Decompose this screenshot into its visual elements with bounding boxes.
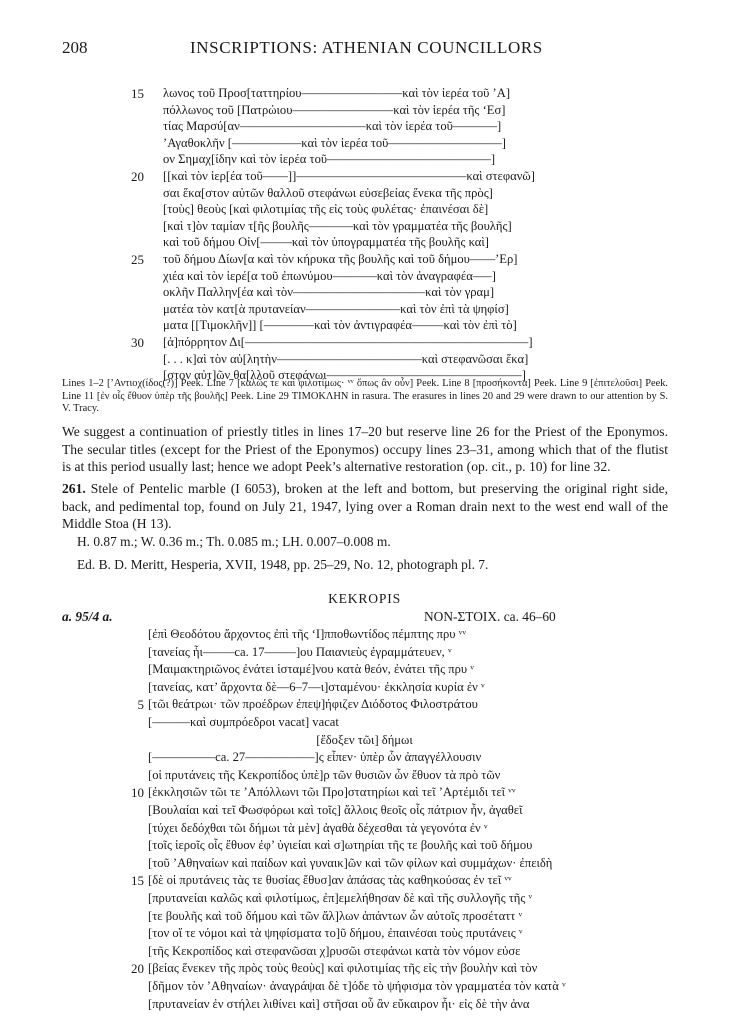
inscription-line: [Μαιμακτηριῶνος ἐνάτει ἱσταμέ]νου κατὰ θεόν, ἐνάτει τῆς πρυ ᵛ [148,662,474,677]
tribe-heading: KEKROPIS [328,591,401,606]
inscription-line: [καὶ τ]ὸν ταμίαν τ[ῆς βουλῆς–––––––καὶ τὸν γραμματέα τῆς βουλῆς] [163,218,512,233]
inscription-line: χιέα καὶ τὸν ἱερέ[α τοῦ ἐπωνύμου–––––––καὶ τὸν ἀναγραφέα–––] [163,268,496,283]
inscription-line: [[καὶ τὸν ἱερ[έα τοῦ––––]]–––––––––––––––––––––––––––καὶ στεφανῶ] [163,169,535,183]
inscription-line: πόλλωνος τοῦ [Πατρώιου––––––––––––––––καὶ τὸν ἱερέα τῆς ‘Εσ] [163,102,506,117]
inscription-line: [τοῖς ἱεροῖς οἷς ἔθυον ἐφ’ ὑγιείαι καὶ σ]ωτηρίαι τῆς τε βουλῆς καὶ τοῦ δήμου [148,838,533,853]
inscription-line: [στον αὐτ]ῶν θα[λλοῦ στεφάνωι–––––––––––––––––––––––––––––––] [163,368,526,383]
line-number: 25 [131,252,144,267]
critical-apparatus: Lines 1–2 [’Αντιοχ(ίδος(?)] Peek. Line 7 [καλῶς τε καὶ φιλοτίμως· ᵛᵛ ὅπως ἂν οὖν] Peek. Line 8 [προσήκοντα] Peek. Line 9 [ἐπιτελοῦσι] Peek. Line 11 [ἐν οἷς ἔθυον ὑπὲρ τῆς βουλῆς] Peek. Line 29 ΤΙΜΟΚΛΗΝ in rasura. The erasures in lines 20 and 29 were drawn to our attention by S. V. Tracy. [62,378,668,415]
page-header [62,38,672,64]
inscription-line: [πρυτανείαν ἐν στήλει λιθίνει καὶ] στῆσαι οὗ ἂν εὔκαιρον ἦι· εἰς δὲ τὴν ἀνα [148,996,530,1011]
inscription-line: [––––––––––ca. 27–––––––––––]ς εἶπεν· ὑπὲρ ὧν ἀπαγγέλλουσιν [148,750,482,765]
inscription-line: σαι ἕκα[στον αὐτῶν θαλλοῦ στεφάνωι εὐσεβείας ἕνεκα τῆς πρὸς] [163,185,493,200]
line-number: 20 [131,961,144,977]
inscription-line: [δὲ οἱ πρυτάνεις τὰς τε θυσίας ἔθυσ]αν ἁπάσας τὰς καθηκούσας ἐν τεῖ ᵛᵛ [148,873,512,888]
inscription-line: ματα [[Τιμοκλῆν]] [––––––––καὶ τὸν ἀντιγραφέα–––––καὶ τὸν ἐπὶ τὸ] [163,318,517,333]
line-number: 30 [131,335,144,350]
line-number: 15 [131,86,144,101]
inscription-line: [ἐπὶ Θεοδότου ἄρχοντος ἐπὶ τῆς ‘Ι]πποθωντίδος πέμπτης πρυ ᵛᵛ [148,627,467,641]
inscription-line: [τανείας, κατ’ ἄρχοντα δὲ––6–7––ι]σταμένου· ἐκκλησία κυρία ἐν ᵛ [148,679,485,694]
inscription-line: [βείας ἕνεκεν τῆς πρὸς τοὺς θεοὺς] καὶ φιλοτιμίας τῆς εἰς τὴν βουλὴν καὶ τὸν [148,961,538,976]
inscription-line: [––––––καὶ συμπρόεδροι vacat] vacat [148,715,339,729]
line-number: 10 [131,785,144,801]
inscription-line: τίας Μαρσύ[αν––––––––––––––––––––καὶ τὸν ἱερέα τοῦ–––––––] [163,119,502,134]
inscription-line: [τανείας ἧι–––––ca. 17–––––]ου Παιανιεὺς ἐγραμμάτευεν, ᵛ [148,644,452,659]
entry-description-text: Stele of Pentelic marble (I 6053), broken at the left and bottom, but preserving the original right side, back, and pedimental top, found on July 21, 1947, lying over a Roman drain next to the west end wall of the Middle Stoa (H 13). [62,481,668,532]
inscription-line: [οἱ πρυτάνεις τῆς Κεκροπίδος ὑπὲ]ρ τῶν θυσιῶν ὧν ἔθυον τὰ πρὸ τῶν [148,767,501,782]
entry-261-description [62,480,668,533]
inscription-line: ’Αγαθοκλῆν [–––––––––––καὶ τὸν ἱερέα τοῦ––––––––––––––––––] [163,135,506,150]
inscription-line: τοῦ δήμου Δίων[α καὶ τὸν κήρυκα τῆς βουλῆς καὶ τοῦ δήμου––––’Ερ] [163,252,518,266]
inscription-line: [. . . κ]αὶ τὸν αὐ[λητὴν–––––––––––––––––––––––καὶ στεφανῶσαι ἕκα] [163,351,529,366]
inscription-line: [τῶι θεάτρωι· τῶν προέδρων ἐπεψ]ήφιζεν Διόδοτος Φιλοστράτου [148,697,478,712]
inscription-line: οκλῆν Παλλην[έα καὶ τὸν–––––––––––––––––––––καὶ τὸν γραμ] [163,285,495,300]
inscription-line: ματέα τὸν κατ[ὰ πρυτανείαν–––––––––––––––καὶ τὸν ἐπὶ τὰ ψηφίσ] [163,301,509,316]
inscription-line: ον Σημαχ[ίδην καὶ τὸν ἱερέα τοῦ––––––––––––––––––––––––––] [163,152,496,167]
line-number: 5 [137,697,144,713]
inscription-line: [τον οἵ τε νόμοι καὶ τὰ ψηφίσματα το]ῦ δήμου, ἐπαινέσαι τοὺς πρυτάνεις ᵛ [148,926,523,941]
entry-number: 261. [62,481,86,496]
entry-dimensions: H. 0.87 m.; W. 0.36 m.; Th. 0.085 m.; LH. 0.007–0.008 m. [77,534,391,549]
inscription-line: λωνος τοῦ Προσ[ταττηρίου––––––––––––––––καὶ τὸν ἱερέα τοῦ ’Α] [163,86,511,100]
inscription-line: [τῆς Κεκροπίδος καὶ στεφανῶσαι χ]ρυσῶι στεφάνωι κατὰ τὸν νόμον εὐσε [148,943,521,958]
inscription-line: καὶ τοῦ δήμου Οἰν[–––––καὶ τὸν ὑπογραμματέα τῆς βουλῆς καὶ] [163,235,489,250]
inscription-line: [τε βουλῆς καὶ τοῦ δήμου καὶ τῶν ἄλ]λων ἁπάντων ὧν αὐτοῖς προσέταττ ᵛ [148,908,523,923]
inscription-line: [δῆμον τὸν ’Αθηναίων· ἀναγράψαι δὲ τ]όδε τὸ ψήφισμα τὸν γραμματέα τὸν κατὰ ᵛ [148,979,566,993]
line-number: 20 [131,169,144,184]
inscription-line: [ἐκκλησιῶν τῶι τε ’Απόλλωνι τῶι Προ]στατηρίωι καὶ τεῖ ’Αρτέμιδι τεῖ ᵛᵛ [148,785,516,800]
inscription-line: [τύχει δεδόχθαι τῶι δήμωι τὰ μὲν] ἀγαθὰ δέχεσθαι τὰ γεγονότα ἐν ᵛ [148,820,488,835]
inscription-line: [τοῦ ’Αθηναίων καὶ παίδων καὶ γυναικ]ῶν καὶ τῶν φίλων καὶ συμμάχων· ἐπειδὴ [148,855,553,870]
line-number: 15 [131,873,144,889]
inscription-line: [ἔδοξεν τῶι] δήμωι [316,732,413,747]
inscription-line: [πρυτανείαι καλῶς καὶ φιλοτίμως, ἐπ]εμελήθησαν δὲ καὶ τῆς συλλογῆς τῆς ᵛ [148,891,533,905]
page-number: 208 [62,38,88,57]
running-title: INSCRIPTIONS: ATHENIAN COUNCILLORS [190,38,543,57]
entry-edition: Ed. B. D. Meritt, Hesperia, XVII, 1948, pp. 25–29, No. 12, photograph pl. 7. [77,557,489,572]
inscription-line: [Βουλαίαι καὶ τεῖ Φωσφόρωι καὶ τοῖς] ἄλλοις θεοῖς οἷς πάτριον ἦν, ἀγαθεῖ [148,803,523,817]
date-label: a. 95/4 a. [62,609,113,624]
inscription-line: [ἀ]πόρρητον Δι[–––––––––––––––––––––––––––––––––––––––––––––] [163,335,533,349]
commentary-paragraph: We suggest a continuation of priestly titles in lines 17–20 but reserve line 26 for the Priest of the Eponymos. The secular titles (except for the Priest of the Eponymos) occupy lines 23–31, among which that of the flutist is at this period usually last; hence we adopt Peek’s alternative restoration (op. cit., p. 10) for line 32. [62,424,668,475]
stoichedon-note: NON-ΣΤΟΙΧ. ca. 46–60 [424,609,556,624]
inscription-line: [τοὺς] θεοὺς [καὶ φιλοτιμίας τῆς εἰς τοὺς φυλέτας· ἐπαινέσαι δὲ] [163,202,489,217]
